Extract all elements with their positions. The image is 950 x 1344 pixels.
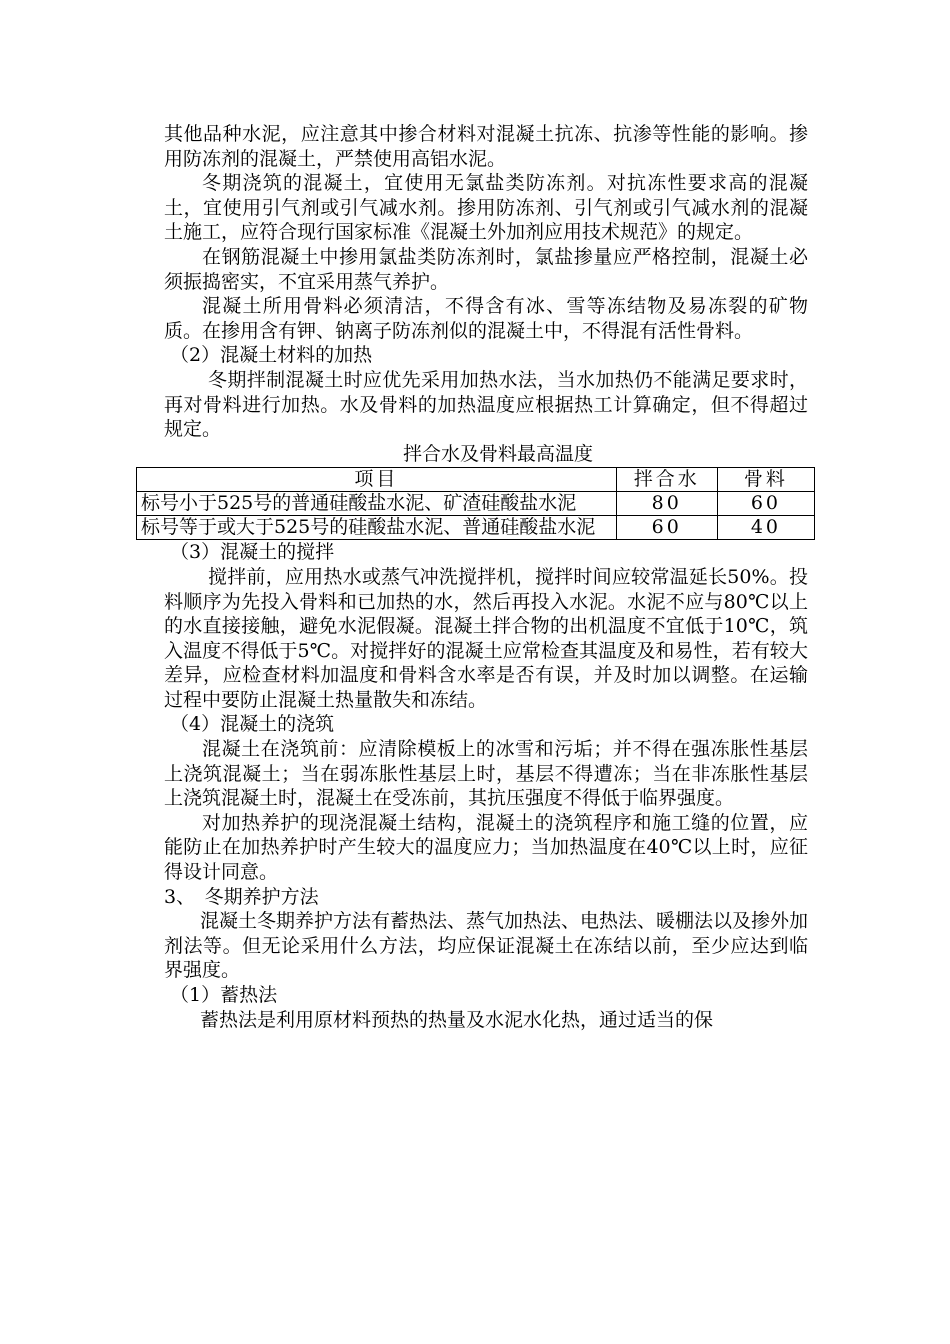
table-cell: 40: [717, 516, 814, 540]
table-cell: 60: [717, 492, 814, 516]
paragraph: 蓄热法是利用原材料预热的热量及水泥水化热，通过适当的保: [200, 1008, 714, 1031]
table-title: 拌合水及骨料最高温度: [402, 442, 593, 465]
paragraph: 混凝土在浇筑前：应清除模板上的冰雪和污垢；并不得在强冻胀性基层上浇筑混凝土；当在弱冻胀性基层上时，基层不得遭冻；当在非冻胀性基层上浇筑混凝土时，混凝土在受冻前，其抗压强度不得低于临界强度。: [164, 738, 808, 810]
section-heading: （2）混凝土材料的加热: [170, 344, 373, 367]
table-cell: 80: [616, 492, 717, 516]
paragraph: 在钢筋混凝土中掺用氯盐类防冻剂时，氯盐掺量应严格控制，混凝土必须振捣密实，不宜采用蒸气养护。: [164, 245, 808, 293]
section-heading: （1）蓄热法: [170, 984, 278, 1006]
table-header-cell: 骨料: [717, 468, 814, 492]
table-header-cell: 项目: [137, 468, 617, 492]
paragraph: 搅拌前，应用热水或蒸气冲洗搅拌机，搅拌时间应较常温延长50%。投料顺序为先投入骨料和已加热的水，然后再投入水泥。水泥不应与80℃以上的水直接接触，避免水泥假凝。混凝土拌合物的出机温度不宜低于10℃，筑入温度不得低于5℃。对搅拌好的混凝土应常检查其温度及和易性，若有较大差异，应检查材料加温度和骨料含水率是否有误，并及时加以调整。在运输过程中要防止混凝土热量散失和冻结。: [164, 565, 808, 711]
paragraph: 其他品种水泥，应注意其中掺合材料对混凝土抗冻、抗渗等性能的影响。掺用防冻剂的混凝土，严禁使用高铝水泥。: [164, 123, 808, 170]
table-cell: 60: [616, 516, 717, 540]
section-heading: （4）混凝土的浇筑: [170, 713, 335, 736]
table-header-row: [137, 468, 815, 492]
table-cell: 标号等于或大于525号的硅酸盐水泥、普通硅酸盐水泥: [137, 516, 617, 540]
paragraph: 冬期浇筑的混凝土，宜使用无氯盐类防冻剂。对抗冻性要求高的混凝土，宜使用引气剂或引气减水剂。掺用防冻剂、引气剂或引气减水剂的混凝土施工，应符合现行国家标准《混凝土外加剂应用技术规范》的规定。: [164, 172, 808, 244]
paragraph: 混凝土冬期养护方法有蓄热法、蒸气加热法、电热法、暖棚法以及掺外加剂法等。但无论采用什么方法，均应保证混凝土在冻结以前，至少应达到临界强度。: [164, 910, 809, 982]
paragraph: 冬期拌制混凝土时应优先采用加热水法，当水加热仍不能满足要求时，再对骨料进行加热。水及骨料的加热温度应根据热工计算确定，但不得超过规定。: [164, 368, 808, 441]
paragraph: 对加热养护的现浇混凝土结构，混凝土的浇筑程序和施工缝的位置，应能防止在加热养护时产生较大的温度应力；当加热温度在40℃以上时，应征得设计同意。: [164, 811, 808, 884]
table-header-cell: 拌合水: [616, 468, 717, 492]
table-row: [137, 516, 815, 540]
document-page: [141, 122, 809, 1032]
paragraph: 混凝土所用骨料必须清洁，不得含有冰、雪等冻结物及易冻裂的矿物质。在掺用含有钾、钠离子防冻剂似的混凝土中，不得混有活性骨料。: [164, 295, 808, 342]
table-cell: 标号小于525号的普通硅酸盐水泥、矿渣硅酸盐水泥: [137, 492, 617, 516]
temperature-table: [136, 467, 815, 540]
section-heading: （3）混凝土的搅拌: [170, 541, 335, 564]
table-row: [137, 492, 815, 516]
section-heading: 3、 冬期养护方法: [164, 885, 319, 908]
